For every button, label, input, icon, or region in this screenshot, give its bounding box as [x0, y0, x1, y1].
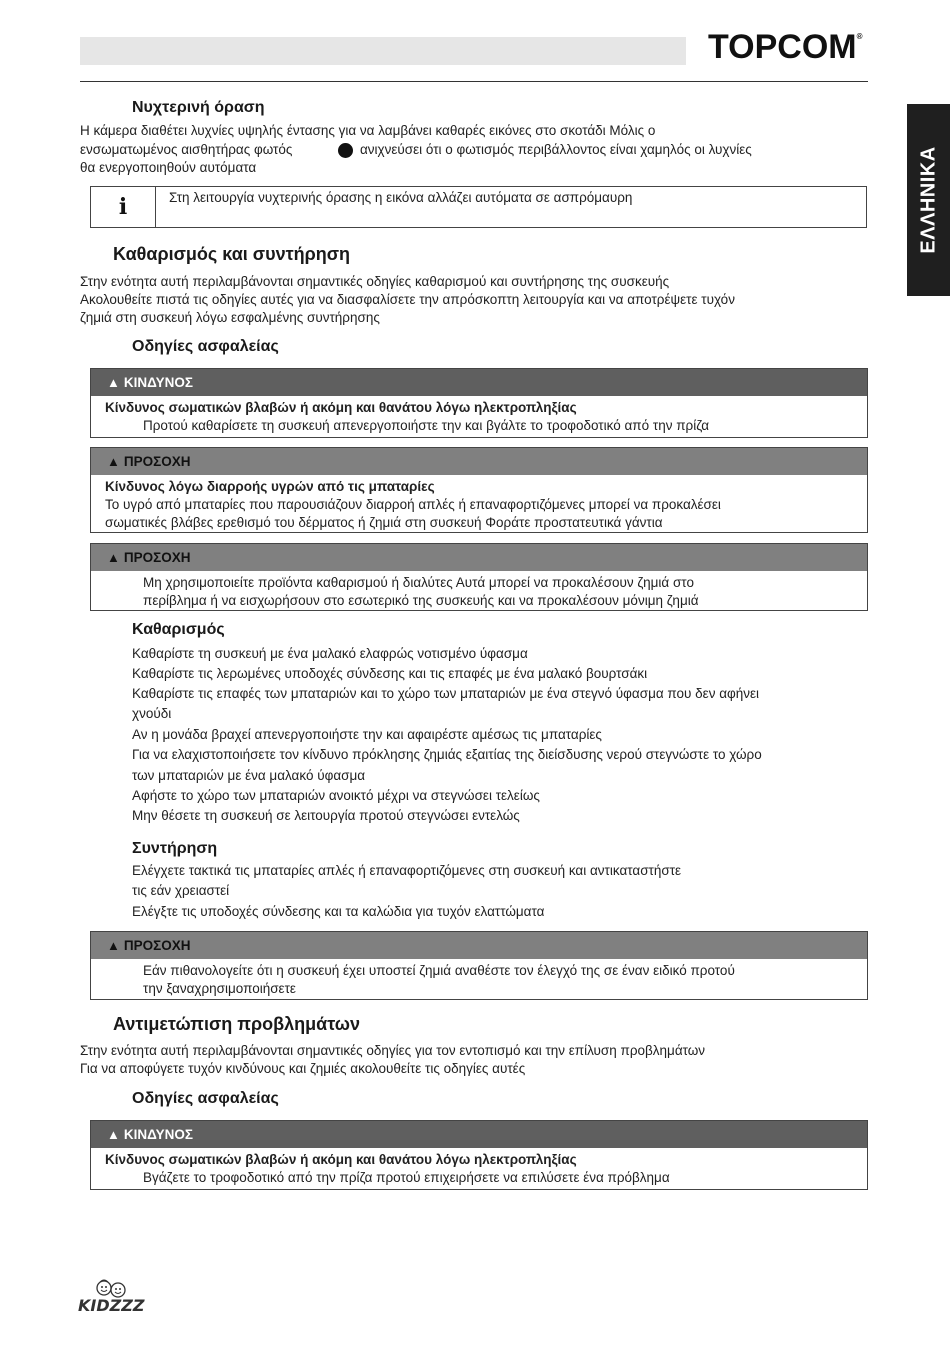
caution-text-1: Εάν πιθανολογείτε ότι η συσκευή έχει υποστεί ζημιά αναθέστε τον έλεγχό της σε έναν ειδικό προτού — [143, 963, 735, 978]
night-vision-heading: Νυχτερινή όραση — [132, 99, 265, 116]
warning-icon: ▲ — [107, 938, 120, 953]
cleaning-intro-1: Στην ενότητα αυτή περιλαμβάνονται σημαντικές οδηγίες καθαρισμού και συντήρησης της συσκευής — [80, 274, 670, 289]
troubleshooting-heading: Αντιμετώπιση προβλημάτων — [113, 1014, 360, 1034]
cleaning-intro-3: ζημιά στη συσκευή λόγω εσφαλμένης συντήρησης — [80, 310, 380, 325]
info-icon: i — [91, 187, 156, 227]
troubleshooting-safety-heading: Οδηγίες ασφαλείας — [132, 1090, 279, 1107]
caution-text-2: την ξαναχρησιμοποιήσετε — [143, 981, 296, 996]
night-vision-line-1: Η κάμερα διαθέτει λυχνίες υψηλής έντασης για να λαμβάνει καθαρές εικόνες στο σκοτάδι Μόλις ο — [80, 123, 656, 138]
maintenance-heading: Συντήρηση — [132, 840, 218, 857]
danger-title: Κίνδυνος σωματικών βλαβών ή ακόμη και θανάτου λόγω ηλεκτροπληξίας — [105, 400, 577, 415]
kidzzz-logo — [78, 1278, 154, 1318]
cleaning-line: Αν η μονάδα βραχεί απενεργοποιήστε την και αφαιρέστε αμέσως τις μπαταρίες — [132, 727, 602, 742]
header-bar — [80, 37, 686, 65]
caution-text-2: σωματικές βλάβες ερεθισμό του δέρματος ή ζημιά στη συσκευή Φοράτε προστατευτικά γάντια — [105, 515, 663, 530]
danger-text: Προτού καθαρίσετε τη συσκευή απενεργοποιήστε την και βγάλτε το τροφοδοτικό από την πρίζα — [143, 418, 710, 433]
caution-box — [90, 543, 868, 611]
maintenance-line: Ελέγξτε τις υποδοχές σύνδεσης και τα καλώδια για τυχόν ελαττώματα — [132, 904, 545, 919]
info-note-text: Στη λειτουργία νυχτερινής όρασης η εικόνα αλλάζει αυτόματα σε ασπρόμαυρη — [169, 190, 633, 205]
cleaning-line: των μπαταριών με ένα μαλακό ύφασμα — [132, 768, 366, 783]
danger-title: Κίνδυνος σωματικών βλαβών ή ακόμη και θανάτου λόγω ηλεκτροπληξίας — [105, 1152, 577, 1167]
cleaning-maintenance-heading: Καθαρισμός και συντήρηση — [113, 244, 351, 264]
caution-box — [90, 447, 868, 533]
cleaning-line: χνούδι — [132, 706, 172, 721]
cleaning-line: Καθαρίστε τις λερωμένες υποδοχές σύνδεσης και τις επαφές με ένα μαλακό βουρτσάκι — [132, 666, 648, 681]
header-divider — [80, 81, 868, 82]
cleaning-line: Καθαρίστε τις επαφές των μπαταριών και το χώρο των μπαταριών με ένα στεγνό ύφασμα που δεν αφήνει — [132, 686, 760, 701]
cleaning-line: Μην θέσετε τη συσκευή σε λειτουργία προτού στεγνώσει εντελώς — [132, 808, 520, 823]
safety-instructions-heading: Οδηγίες ασφαλείας — [132, 338, 279, 355]
caution-title: Κίνδυνος λόγω διαρροής υγρών από τις μπαταρίες — [105, 479, 435, 494]
troubleshooting-intro-2: Για να αποφύγετε τυχόν κινδύνους και ζημιές ακολουθείτε τις οδηγίες αυτές — [80, 1061, 526, 1076]
caution-header: ▲ ΠΡΟΣΟΧΗ — [91, 448, 867, 475]
language-tab: ΕΛΛΗΝΙΚΑ — [907, 104, 950, 296]
night-vision-line-2: ενσωματωμένος αισθητήρας φωτός — [80, 142, 293, 157]
cleaning-line: Καθαρίστε τη συσκευή με ένα μαλακό ελαφρώς νοτισμένο ύφασμα — [132, 646, 528, 661]
danger-box — [90, 368, 868, 438]
caution-text-1: Μη χρησιμοποιείτε προϊόντα καθαρισμού ή διαλύτες Αυτά μπορεί να προκαλέσουν ζημιά στο — [143, 575, 694, 590]
caution-text-1: Το υγρό από μπαταρίες που παρουσιάζουν διαρροή απλές ή επαναφορτιζόμενες μπορεί να προκαλέσει — [105, 497, 721, 512]
danger-header: ▲ ΚΙΝΔΥΝΟΣ — [91, 369, 867, 396]
cleaning-line: Για να ελαχιστοποιήσετε τον κίνδυνο πρόκλησης ζημιάς εξαιτίας της διείσδυσης νερού στεγνώστε το χώρο — [132, 747, 762, 762]
warning-icon: ▲ — [107, 375, 120, 390]
danger-box — [90, 1120, 868, 1190]
topcom-logo: TOPCOM® — [708, 28, 863, 66]
caution-header: ▲ ΠΡΟΣΟΧΗ — [91, 932, 867, 959]
cleaning-intro-2: Ακολουθείτε πιστά τις οδηγίες αυτές για να διασφαλίσετε την απρόσκοπτη λειτουργία και να αποτρέψετε τυχόν — [80, 292, 735, 307]
info-note-box — [90, 186, 867, 228]
cleaning-line: Αφήστε το χώρο των μπαταριών ανοικτό μέχρι να στεγνώσει τελείως — [132, 788, 540, 803]
caution-box — [90, 931, 868, 1000]
danger-header: ▲ ΚΙΝΔΥΝΟΣ — [91, 1121, 867, 1148]
maintenance-line: τις εάν χρειαστεί — [132, 883, 230, 898]
cleaning-heading: Καθαρισμός — [132, 621, 225, 638]
night-vision-line-4: θα ενεργοποιηθούν αυτόματα — [80, 160, 257, 175]
troubleshooting-intro-1: Στην ενότητα αυτή περιλαμβάνονται σημαντικές οδηγίες για τον εντοπισμό και την επίλυση προβλημάτων — [80, 1043, 706, 1058]
night-vision-line-3: ανιχνεύσει ότι ο φωτισμός περιβάλλοντος είναι χαμηλός οι λυχνίες — [360, 142, 752, 157]
light-sensor-icon — [338, 143, 353, 158]
kidzzz-wordmark: KIDZZZ — [78, 1296, 145, 1315]
danger-text: Βγάζετε το τροφοδοτικό από την πρίζα προτού επιχειρήσετε να επιλύσετε ένα πρόβλημα — [143, 1170, 670, 1185]
maintenance-line: Ελέγχετε τακτικά τις μπαταρίες απλές ή επαναφορτιζόμενες στη συσκευή και αντικαταστήστε — [132, 863, 682, 878]
caution-header: ▲ ΠΡΟΣΟΧΗ — [91, 544, 867, 571]
warning-icon: ▲ — [107, 550, 120, 565]
warning-icon: ▲ — [107, 1127, 120, 1142]
caution-text-2: περίβλημα ή να εισχωρήσουν στο εσωτερικό της συσκευής και να προκαλέσουν μόνιμη ζημιά — [143, 593, 699, 608]
warning-icon: ▲ — [107, 454, 120, 469]
